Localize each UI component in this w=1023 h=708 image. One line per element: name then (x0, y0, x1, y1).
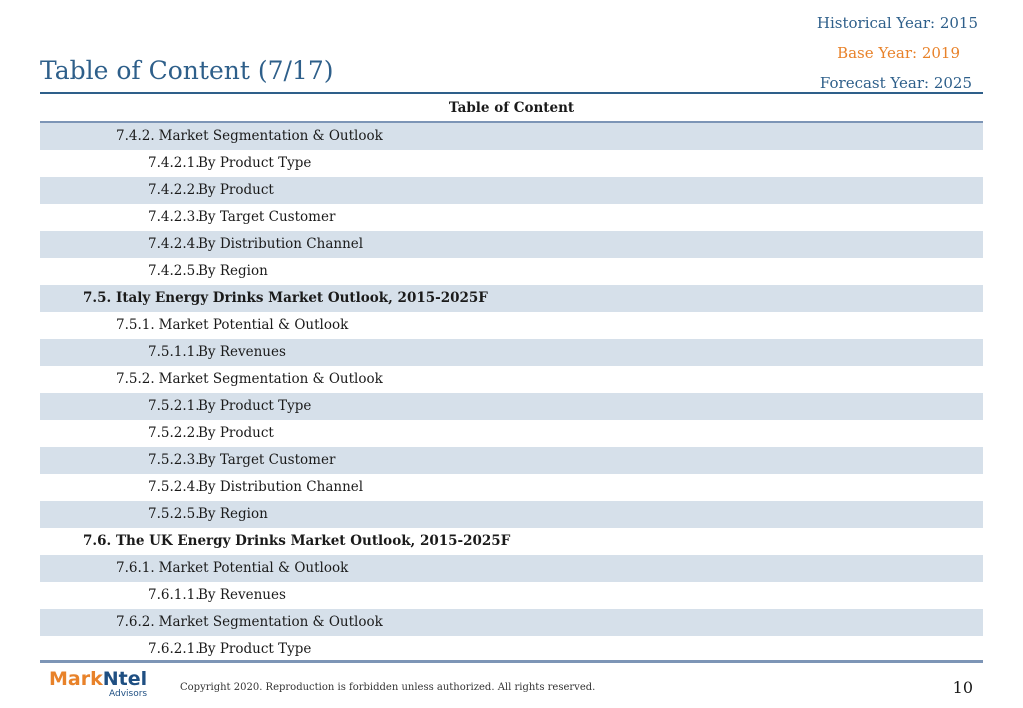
toc-row[interactable] (40, 636, 983, 663)
toc-label: Italy Energy Drinks Market Outlook, 2015-2025F (116, 290, 488, 306)
page-title: Table of Content (7/17) (40, 56, 334, 85)
toc-label: By Product (198, 425, 274, 441)
title-divider (40, 92, 983, 94)
toc-label: By Region (198, 506, 268, 522)
toc-section-row[interactable] (40, 528, 983, 555)
toc-table (40, 95, 983, 663)
logo-wordmark (49, 670, 147, 689)
toc-label: By Distribution Channel (198, 236, 364, 252)
toc-row[interactable] (40, 258, 983, 285)
copyright-notice: Copyright 2020. Reproduction is forbidden unless authorized. All rights reserved. (180, 682, 596, 693)
toc-number: 7.5.1. (116, 317, 155, 333)
toc-row[interactable] (40, 420, 983, 447)
footer-divider (40, 660, 983, 663)
base-year: Base Year: 2019 (837, 44, 960, 62)
toc-row[interactable] (40, 231, 983, 258)
toc-row[interactable] (40, 150, 983, 177)
toc-number: 7.4.2.3. (148, 209, 200, 225)
logo-ntel-text: Ntel (102, 668, 148, 690)
toc-row[interactable] (40, 366, 983, 393)
toc-row[interactable] (40, 609, 983, 636)
toc-label: Market Segmentation & Outlook (158, 614, 383, 630)
toc-label: By Product Type (198, 641, 312, 657)
toc-label: Market Segmentation & Outlook (158, 128, 383, 144)
toc-label: Market Potential & Outlook (158, 317, 349, 333)
toc-label: By Product Type (198, 155, 312, 171)
toc-row[interactable] (40, 447, 983, 474)
toc-number: 7.4.2.1. (148, 155, 200, 171)
toc-label: Market Potential & Outlook (158, 560, 349, 576)
toc-row[interactable] (40, 177, 983, 204)
toc-label: Market Segmentation & Outlook (158, 371, 383, 387)
toc-label: By Region (198, 263, 268, 279)
toc-row[interactable] (40, 123, 983, 150)
toc-row[interactable] (40, 501, 983, 528)
toc-label: By Target Customer (198, 209, 336, 225)
toc-label: The UK Energy Drinks Market Outlook, 2015-2025F (116, 533, 511, 549)
toc-number: 7.6.2. (116, 614, 155, 630)
logo-mark-text: Mark (49, 668, 103, 690)
toc-label: By Target Customer (198, 452, 336, 468)
markntel-logo (49, 670, 147, 699)
page-number: 10 (952, 678, 973, 697)
toc-row[interactable] (40, 393, 983, 420)
toc-number: 7.4.2. (116, 128, 155, 144)
toc-number: 7.5.1.1. (148, 344, 200, 360)
toc-section-row[interactable] (40, 285, 983, 312)
toc-label: By Product Type (198, 398, 312, 414)
report-years (817, 8, 978, 98)
toc-number: 7.4.2.4. (148, 236, 200, 252)
toc-row[interactable] (40, 555, 983, 582)
toc-label: By Product (198, 182, 274, 198)
toc-number: 7.6.1.1. (148, 587, 200, 603)
toc-number: 7.4.2.5. (148, 263, 200, 279)
toc-number: 7.6. (83, 533, 112, 549)
toc-number: 7.6.1. (116, 560, 155, 576)
toc-number: 7.5.2.1. (148, 398, 200, 414)
toc-label: By Revenues (198, 587, 286, 603)
forecast-year: Forecast Year: 2025 (819, 74, 972, 92)
toc-number: 7.5.2.2. (148, 425, 200, 441)
toc-label: By Revenues (198, 344, 286, 360)
toc-number: 7.5.2.4. (148, 479, 200, 495)
toc-row[interactable] (40, 339, 983, 366)
toc-row[interactable] (40, 582, 983, 609)
toc-row[interactable] (40, 204, 983, 231)
toc-number: 7.5. (83, 290, 112, 306)
toc-number: 7.4.2.2. (148, 182, 200, 198)
logo-subtitle: Advisors (109, 689, 148, 699)
toc-row[interactable] (40, 312, 983, 339)
toc-number: 7.5.2.3. (148, 452, 200, 468)
toc-label: By Distribution Channel (198, 479, 364, 495)
toc-row[interactable] (40, 474, 983, 501)
toc-number: 7.6.2.1. (148, 641, 200, 657)
toc-heading: Table of Content (40, 95, 983, 123)
historical-year: Historical Year: 2015 (816, 14, 978, 32)
toc-number: 7.5.2. (116, 371, 155, 387)
toc-number: 7.5.2.5. (148, 506, 200, 522)
